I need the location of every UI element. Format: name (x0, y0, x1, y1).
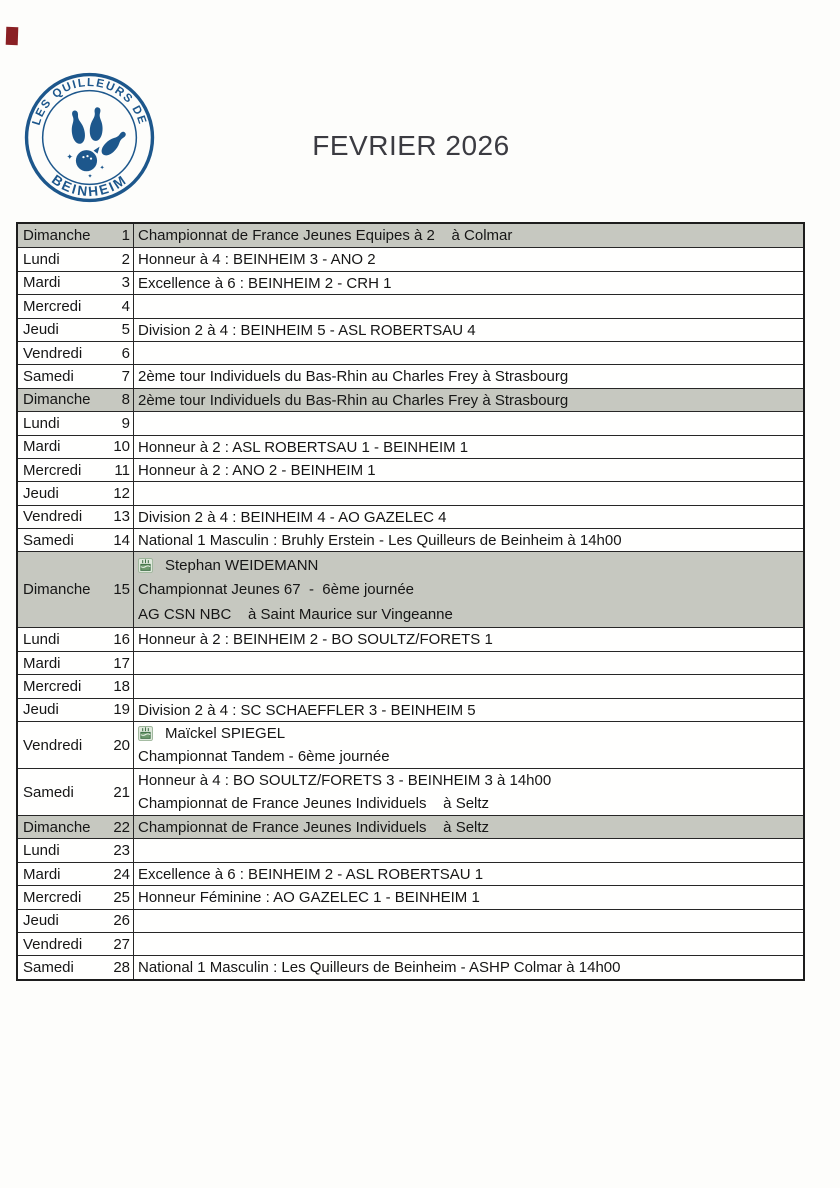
day-cell (18, 482, 134, 504)
day-number: 7 (121, 368, 130, 386)
event-text: Championnat Jeunes 67 - 6ème journée (138, 581, 415, 599)
day-number: 4 (121, 297, 130, 315)
event-text: 2ème tour Individuels du Bas-Rhin au Charles Frey à Strasbourg (138, 391, 569, 409)
day-number: 22 (113, 818, 130, 836)
day-number: 11 (114, 461, 130, 479)
event-cell (134, 628, 803, 650)
day-cell (18, 272, 134, 294)
event-cell (134, 886, 803, 908)
day-name: Mercredi (23, 677, 82, 695)
day-name: Mercredi (23, 888, 82, 906)
day-name: Vendredi (23, 508, 83, 526)
day-number: 8 (121, 391, 130, 409)
table-row (18, 909, 803, 932)
table-row (18, 481, 803, 504)
day-name: Jeudi (23, 321, 59, 339)
day-name: Dimanche (23, 581, 91, 599)
event-text: 2ème tour Individuels du Bas-Rhin au Charles Frey à Strasbourg (138, 368, 569, 386)
day-cell (18, 652, 134, 674)
event-line (138, 628, 803, 650)
table-row (18, 458, 803, 481)
day-number: 18 (113, 677, 130, 695)
day-name: Jeudi (23, 912, 59, 930)
day-name: Samedi (23, 368, 74, 386)
day-cell (18, 910, 134, 932)
event-cell (134, 699, 803, 721)
event-cell (134, 342, 803, 364)
day-cell (18, 295, 134, 317)
day-cell (18, 224, 134, 247)
table-row (18, 698, 803, 721)
event-text: Division 2 à 4 : BEINHEIM 5 - ASL ROBERTSAU 4 (138, 321, 476, 339)
event-line (138, 389, 803, 411)
table-row (18, 318, 803, 341)
day-name: Mardi (23, 865, 61, 883)
table-row (18, 862, 803, 885)
event-cell (134, 652, 803, 674)
birthday-cake-icon (138, 558, 153, 573)
event-cell (134, 459, 803, 481)
day-cell (18, 863, 134, 885)
event-text: Excellence à 6 : BEINHEIM 2 - CRH 1 (138, 274, 392, 292)
table-row (18, 651, 803, 674)
event-cell (134, 863, 803, 885)
event-line (138, 224, 803, 247)
day-cell (18, 933, 134, 955)
day-cell (18, 365, 134, 387)
day-name: Vendredi (23, 344, 83, 362)
event-cell (134, 529, 803, 551)
day-number: 2 (121, 251, 130, 269)
calendar-table (16, 222, 805, 981)
event-text: Championnat de France Jeunes Individuels à Seltz (138, 795, 490, 813)
day-name: Mardi (23, 438, 61, 456)
event-text: Championnat de France Jeunes Individuels à Seltz (138, 819, 490, 837)
event-cell (134, 272, 803, 294)
event-text: Honneur à 2 : ASL ROBERTSAU 1 - BEINHEIM 1 (138, 438, 469, 456)
table-row (18, 721, 803, 768)
event-line (138, 506, 803, 528)
table-row (18, 271, 803, 294)
logo-bottom-text: BEINHEIM (48, 171, 131, 200)
event-line (138, 459, 803, 481)
day-name: Vendredi (23, 736, 83, 754)
table-row (18, 932, 803, 955)
day-number: 24 (113, 865, 130, 883)
day-cell (18, 342, 134, 364)
day-name: Lundi (23, 251, 60, 269)
day-number: 10 (113, 438, 130, 456)
event-text: Honneur à 4 : BO SOULTZ/FORETS 3 - BEINHEIM 3 à 14h00 (138, 772, 552, 790)
svg-text:✦: ✦ (99, 165, 105, 172)
event-line (138, 603, 803, 626)
event-line (138, 745, 803, 768)
table-row (18, 294, 803, 317)
event-line (138, 699, 803, 721)
table-row (18, 388, 803, 411)
birthday-cake-icon (138, 726, 153, 741)
event-text: Maïckel SPIEGEL (165, 725, 286, 743)
table-row (18, 627, 803, 650)
day-number: 3 (121, 274, 130, 292)
day-name: Dimanche (23, 818, 91, 836)
day-number: 21 (113, 783, 130, 801)
svg-text:LES QUILLEURS DE (31, 77, 149, 127)
day-cell (18, 956, 134, 978)
table-row (18, 815, 803, 838)
event-line (138, 365, 803, 387)
table-row (18, 674, 803, 697)
day-name: Lundi (23, 842, 60, 860)
event-cell (134, 436, 803, 458)
day-cell (18, 628, 134, 650)
event-cell (134, 722, 803, 768)
table-row (18, 838, 803, 861)
day-name: Mercredi (23, 461, 82, 479)
day-number: 1 (121, 227, 130, 245)
day-cell (18, 529, 134, 551)
day-name: Mardi (23, 274, 61, 292)
day-number: 28 (113, 959, 130, 977)
day-cell (18, 699, 134, 721)
event-line (138, 529, 803, 551)
day-cell (18, 675, 134, 697)
event-text: Stephan WEIDEMANN (165, 556, 319, 574)
event-cell (134, 506, 803, 528)
event-cell (134, 933, 803, 955)
event-line (138, 319, 803, 341)
event-text: Honneur à 4 : BEINHEIM 3 - ANO 2 (138, 251, 376, 269)
event-cell (134, 769, 803, 815)
day-cell (18, 839, 134, 861)
day-number: 15 (113, 581, 130, 599)
day-name: Lundi (23, 631, 60, 649)
event-line (138, 436, 803, 458)
event-cell (134, 816, 803, 838)
event-text: National 1 Masculin : Les Quilleurs de Beinheim - ASHP Colmar à 14h00 (138, 959, 621, 977)
day-cell (18, 506, 134, 528)
event-text: AG CSN NBC à Saint Maurice sur Vingeanne (138, 605, 453, 623)
event-line (138, 956, 803, 978)
day-name: Dimanche (23, 227, 91, 245)
event-cell (134, 956, 803, 978)
event-cell (134, 295, 803, 317)
event-cell (134, 224, 803, 247)
table-row (18, 411, 803, 434)
event-text: Honneur à 2 : BEINHEIM 2 - BO SOULTZ/FORETS 1 (138, 631, 493, 649)
event-line (138, 769, 803, 792)
day-name: Jeudi (23, 484, 59, 502)
event-line (138, 554, 803, 577)
event-cell (134, 552, 803, 627)
day-name: Samedi (23, 783, 74, 801)
event-text: Honneur Féminine : AO GAZELEC 1 - BEINHEIM 1 (138, 889, 480, 907)
event-text: Division 2 à 4 : SC SCHAEFFLER 3 - BEINHEIM 5 (138, 701, 476, 719)
event-cell (134, 412, 803, 434)
day-name: Samedi (23, 959, 74, 977)
day-name: Jeudi (23, 701, 59, 719)
table-row (18, 224, 803, 247)
day-number: 6 (121, 344, 130, 362)
svg-text:✦: ✦ (87, 173, 93, 180)
event-line (138, 722, 803, 745)
day-cell (18, 436, 134, 458)
table-row (18, 955, 803, 978)
day-number: 14 (113, 531, 130, 549)
day-name: Vendredi (23, 935, 83, 953)
event-text: Honneur à 2 : ANO 2 - BEINHEIM 1 (138, 461, 376, 479)
day-cell (18, 886, 134, 908)
event-cell (134, 675, 803, 697)
day-name: Lundi (23, 414, 60, 432)
day-cell (18, 722, 134, 768)
event-cell (134, 482, 803, 504)
event-text: National 1 Masculin : Bruhly Erstein - Les Quilleurs de Beinheim à 14h00 (138, 532, 622, 550)
day-number: 26 (113, 912, 130, 930)
day-number: 27 (113, 935, 130, 953)
event-cell (134, 248, 803, 270)
page-title: FEVRIER 2026 (312, 130, 510, 161)
day-cell (18, 552, 134, 627)
event-cell (134, 839, 803, 861)
event-cell (134, 319, 803, 341)
day-number: 23 (113, 842, 130, 860)
table-row (18, 341, 803, 364)
table-row (18, 364, 803, 387)
day-cell (18, 459, 134, 481)
day-cell (18, 319, 134, 341)
day-number: 13 (113, 508, 130, 526)
table-row (18, 885, 803, 908)
event-cell (134, 365, 803, 387)
day-number: 5 (121, 321, 130, 339)
day-name: Mercredi (23, 297, 82, 315)
svg-text:✦: ✦ (66, 152, 74, 162)
event-line (138, 863, 803, 885)
day-cell (18, 412, 134, 434)
day-name: Dimanche (23, 391, 91, 409)
event-line (138, 248, 803, 270)
logo-top-text: LES QUILLEURS DE (30, 77, 149, 127)
table-row (18, 505, 803, 528)
day-number: 25 (113, 888, 130, 906)
table-row (18, 247, 803, 270)
event-cell (134, 910, 803, 932)
event-line (138, 816, 803, 838)
day-number: 9 (121, 414, 130, 432)
event-line (138, 578, 803, 601)
event-text: Excellence à 6 : BEINHEIM 2 - ASL ROBERTSAU 1 (138, 865, 484, 883)
day-number: 12 (113, 484, 130, 502)
event-line (138, 272, 803, 294)
day-cell (18, 816, 134, 838)
event-cell (134, 389, 803, 411)
day-cell (18, 389, 134, 411)
event-line (138, 792, 803, 815)
table-row (18, 435, 803, 458)
table-row (18, 768, 803, 815)
day-cell (18, 248, 134, 270)
scan-artifact-mark (6, 27, 19, 45)
day-name: Samedi (23, 531, 74, 549)
event-line (138, 886, 803, 908)
day-number: 20 (113, 736, 130, 754)
day-number: 17 (113, 654, 130, 672)
day-number: 19 (113, 701, 130, 719)
table-row (18, 528, 803, 551)
day-number: 16 (113, 631, 130, 649)
day-cell (18, 769, 134, 815)
event-text: Championnat de France Jeunes Equipes à 2 à Colmar (138, 227, 513, 245)
event-text: Championnat Tandem - 6ème journée (138, 748, 390, 766)
day-name: Mardi (23, 654, 61, 672)
event-text: Division 2 à 4 : BEINHEIM 4 - AO GAZELEC 4 (138, 508, 447, 526)
table-row (18, 551, 803, 627)
